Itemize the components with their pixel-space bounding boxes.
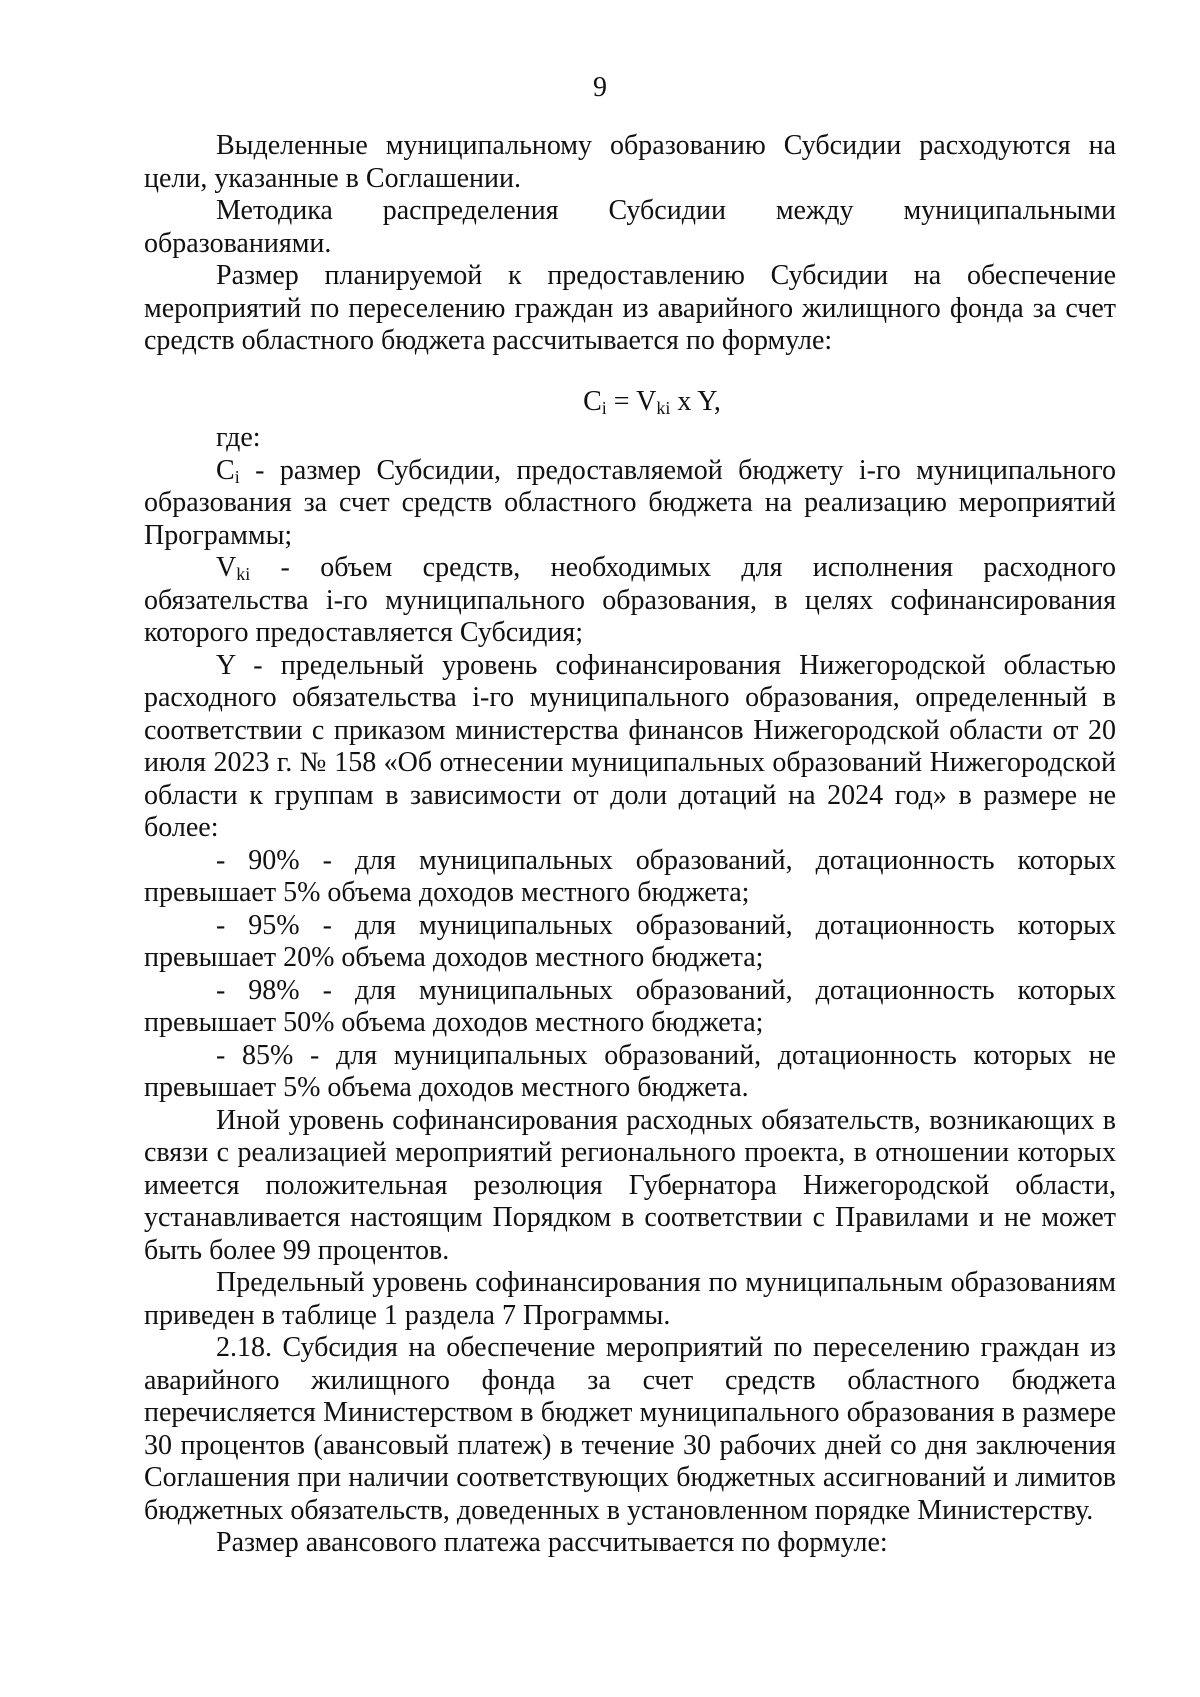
definition-y: Y - предельный уровень софинансирования Нижегородской областью расходного обязательства i-го муниципального образования, определенный в соответствии с приказом министерства финансов Нижегородской области от 20 июля 2023 г. № 158 «Об отнесении муниципальных образований Нижегородской области к группам в зависимости от доли дотаций на 2024 год» в размере не более: <box>144 649 1116 843</box>
formula-c: C <box>583 385 602 417</box>
document-body <box>144 130 1116 1560</box>
definition-vki-text: - объем средств, необходимых для исполнения расходного обязательства i-го муниципального образования, в целях софинансирования которого предоставляется Субсидия; <box>144 552 1116 648</box>
definition-ci-symbol: C <box>216 454 235 486</box>
level-item-98: - 98% - для муниципальных образований, дотационность которых превышает 50% объема доходов местного бюджета; <box>144 974 1116 1038</box>
definition-ci-text: - размер Субсидии, предоставляемой бюджету i-го муниципального образования за счет средств областного бюджета на реализацию мероприятий Программы; <box>144 454 1116 551</box>
definition-ci-subscript: i <box>234 466 240 487</box>
paragraph-other-level: Иной уровень софинансирования расходных обязательств, возникающих в связи с реализацией мероприятий регионального проекта, в отношении которых имеется положительная резолюция Губернатора Нижегородской области, устанавливается настоящим Порядком в соответствии с Правилами и не может быть более 99 процентов. <box>144 1104 1116 1266</box>
definition-ci <box>144 455 1116 553</box>
formula-v: V <box>636 385 657 417</box>
paragraph-formula-intro: Размер планируемой к предоставлению Субсидии на обеспечение мероприятий по переселению граждан из аварийного жилищного фонда за счет средств областного бюджета рассчитывается по формуле: <box>144 260 1116 356</box>
where-label: где: <box>216 422 261 453</box>
formula-v-subscript: ki <box>656 397 671 418</box>
formula-subsidy <box>144 386 1116 419</box>
level-item-85: - 85% - для муниципальных образований, дотационность которых не превышает 5% объема доходов местного бюджета. <box>144 1039 1116 1103</box>
formula-c-subscript: i <box>601 397 607 418</box>
paragraph-subsidy-purpose: Выделенные муниципальному образованию Субсидии расходуются на цели, указанные в Соглашении. <box>144 130 1116 194</box>
level-item-90: - 90% - для муниципальных образований, дотационность которых превышает 5% объема доходов местного бюджета; <box>144 844 1116 908</box>
definition-vki <box>144 552 1116 650</box>
formula-rest: x Y, <box>670 385 721 417</box>
definition-vki-subscript: ki <box>236 564 251 584</box>
page-number: 9 <box>593 72 607 103</box>
definition-vki-symbol: V <box>216 552 237 583</box>
paragraph-2-18: 2.18. Субсидия на обеспечение мероприятий по переселению граждан из аварийного жилищного фонда за счет средств областного бюджета перечисляется Министерством в бюджет муниципального образования в размере 30 процентов (авансовый платеж) в течение 30 рабочих дней со дня заключения Соглашения при наличии соответствующих бюджетных ассигнований и лимитов бюджетных обязательств, доведенных в установленном порядке Министерству. <box>144 1332 1116 1526</box>
paragraph-methodology-heading: Методика распределения Субсидии между муниципальными образованиями. <box>144 195 1116 259</box>
formula-equals: = <box>606 385 637 417</box>
paragraph-advance-formula-intro: Размер авансового платежа рассчитывается по формуле: <box>216 1527 888 1558</box>
paragraph-limit-table: Предельный уровень софинансирования по муниципальным образованиям приведен в таблице 1 раздела 7 Программы. <box>144 1267 1116 1331</box>
level-item-95: - 95% - для муниципальных образований, дотационность которых превышает 20% объема доходов местного бюджета; <box>144 909 1116 973</box>
